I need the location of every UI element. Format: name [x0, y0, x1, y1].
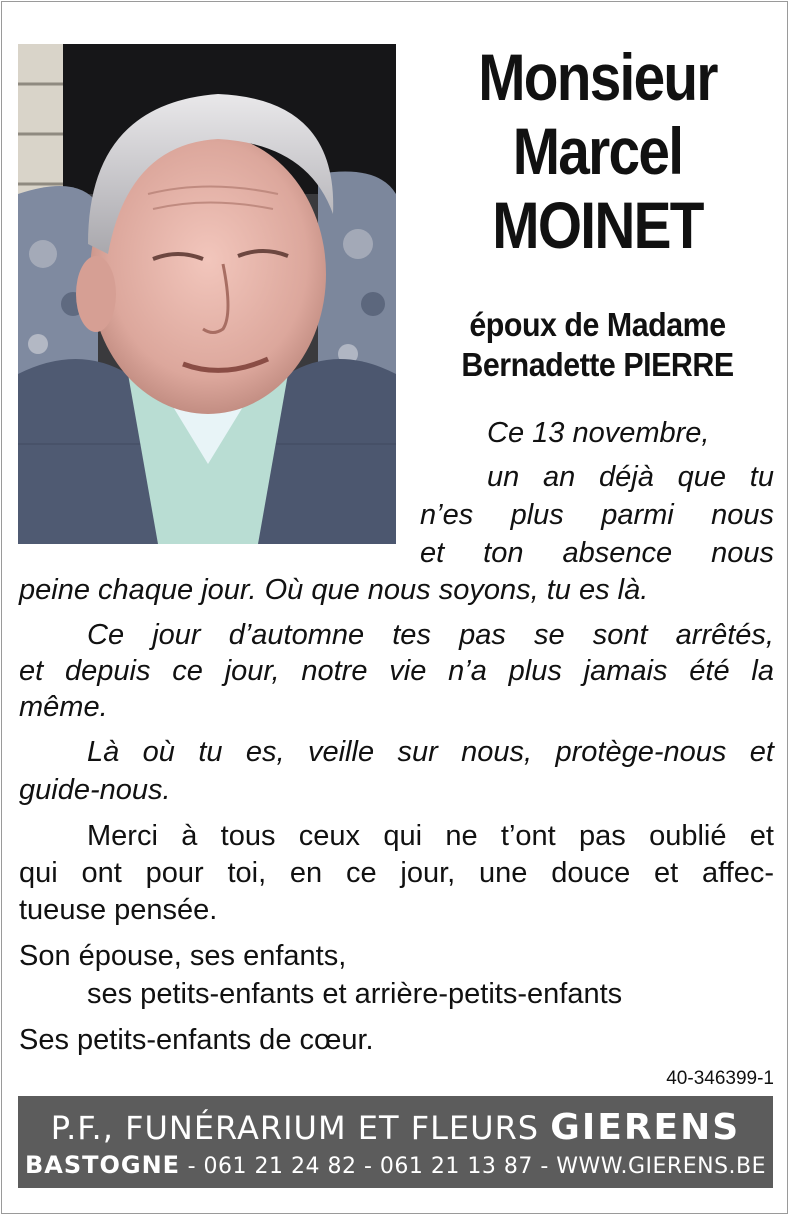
spouse-line-2: Bernadette PIERRE [461, 346, 734, 383]
family-line: Son épouse, ses enfants, [19, 940, 347, 972]
reference-number: 40-346399-1 [666, 1068, 774, 1089]
spouse-block [434, 305, 761, 385]
poem-line: peine chaque jour. Où que nous soyons, tu es là. [19, 574, 649, 606]
funeral-home-banner [18, 1096, 773, 1188]
poem-line: un an déjà que tu [487, 461, 774, 493]
poem-line: Là où tu es, veille sur nous, protège-nous et [87, 736, 774, 768]
poem-line: guide-nous. [19, 774, 171, 806]
thanks-line: tueuse pensée. [19, 894, 218, 926]
poem-line: et depuis ce jour, notre vie n’a plus jamais été la [19, 655, 774, 687]
funeral-home-phones-website: - 061 21 24 82 - 061 21 13 87 - WWW.GIERENS.BE [187, 1154, 767, 1179]
funeral-home-name [18, 1108, 773, 1148]
title-line: Monsieur [478, 40, 717, 114]
funeral-home-city: BASTOGNE [24, 1151, 181, 1179]
poem-line: même. [19, 691, 108, 723]
poem-line: Ce 13 novembre, [487, 417, 710, 449]
first-name-line: Marcel [512, 114, 683, 188]
deceased-name-heading [445, 40, 750, 262]
spouse-line-1: époux de Madame [469, 306, 726, 343]
poem-line: n’es plus parmi nous [420, 499, 774, 531]
poem-line: Ce jour d’automne tes pas se sont arrêtés, [87, 619, 774, 651]
family-line: ses petits-enfants et arrière-petits-enfants [87, 978, 623, 1010]
thanks-line: qui ont pour toi, en ce jour, une douce et affec- [19, 857, 774, 889]
family-line: Ses petits-enfants de cœur. [19, 1024, 374, 1056]
poem-line: et ton absence nous [420, 537, 774, 569]
thanks-line: Merci à tous ceux qui ne t’ont pas oublié et [87, 820, 774, 852]
funeral-home-prefix: P.F., FUNÉRARIUM ET FLEURS [50, 1109, 540, 1147]
portrait-photo [18, 44, 396, 544]
last-name-line: MOINET [492, 188, 703, 262]
funeral-home-contact [18, 1151, 773, 1181]
funeral-home-brand: GIERENS [550, 1107, 741, 1148]
